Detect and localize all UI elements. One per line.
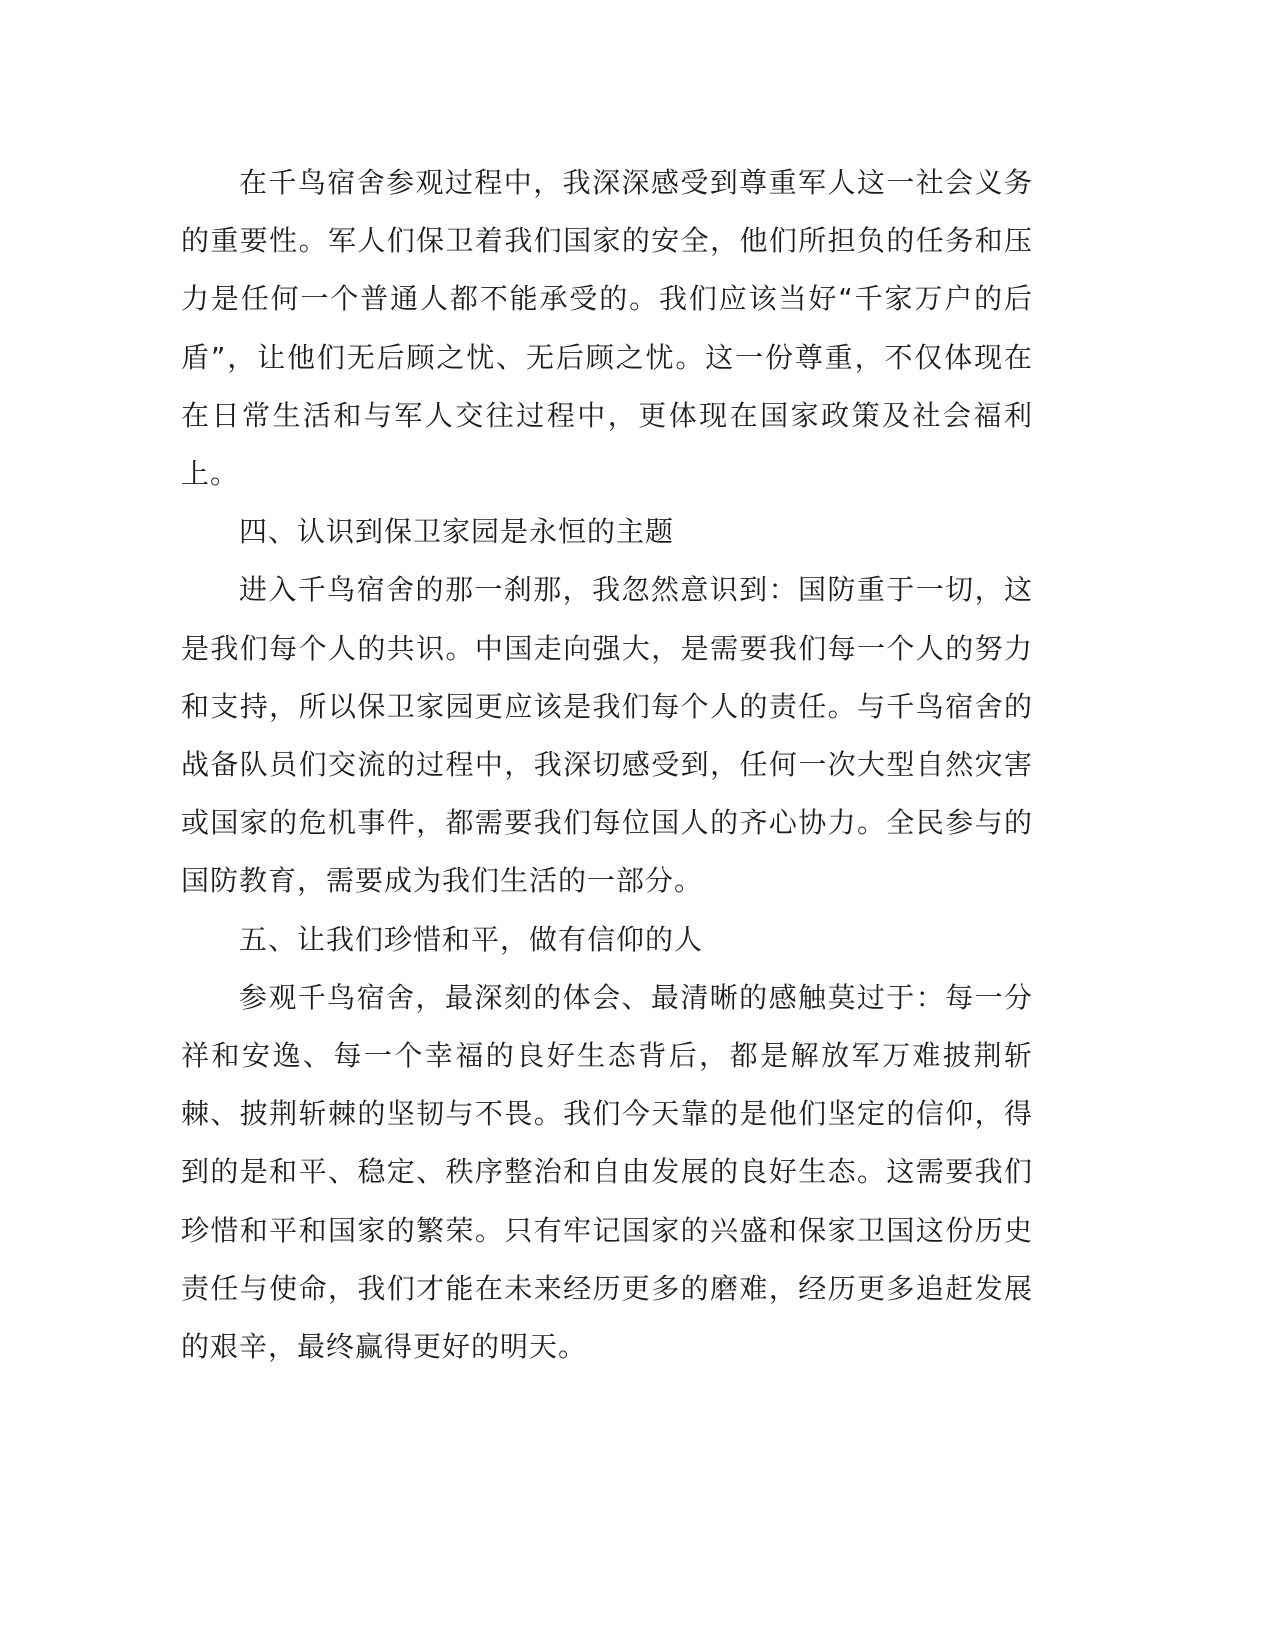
document-body (181, 154, 1033, 1376)
paragraph-defend-homeland: 进入千鸟宿舍的那一刹那，我忽然意识到：国防重于一切，这是我们每个人的共识。中国走向强大，是需要我们每一个人的努力和支持，所以保卫家园更应该是我们每个人的责任。与千鸟宿舍的战备队员们交流的过程中，我深切感受到，任何一次大型自然灾害或国家的危机事件，都需要我们每位国人的齐心协力。全民参与的国防教育，需要成为我们生活的一部分。 (181, 573, 1033, 898)
section-heading-four: 四、认识到保卫家园是永恒的主题 (239, 515, 675, 549)
paragraph-cherish-peace: 参观千鸟宿舍，最深刻的体会、最清晰的感触莫过于：每一分祥和安逸、每一个幸福的良好生态背后，都是解放军万难披荆斩棘、披荆斩棘的坚韧与不畏。我们今天靠的是他们坚定的信仰，得到的是和平、稳定、秩序整治和自由发展的良好生态。这需要我们珍惜和平和国家的繁荣。只有牢记国家的兴盛和保家卫国这份历史责任与使命，我们才能在未来经历更多的磨难，经历更多追赶发展的艰辛，最终赢得更好的明天。 (181, 980, 1033, 1364)
paragraph-respect-soldiers: 在千鸟宿舍参观过程中，我深深感受到尊重军人这一社会义务的重要性。军人们保卫着我们国家的安全，他们所担负的任务和压力是任何一个普通人都不能承受的。我们应该当好“千家万户的后盾”，让他们无后顾之忧、无后顾之忧。这一份尊重，不仅体现在在日常生活和与军人交往过程中，更体现在国家政策及社会福利上。 (181, 166, 1033, 491)
section-heading-five: 五、让我们珍惜和平，做有信仰的人 (239, 922, 704, 956)
